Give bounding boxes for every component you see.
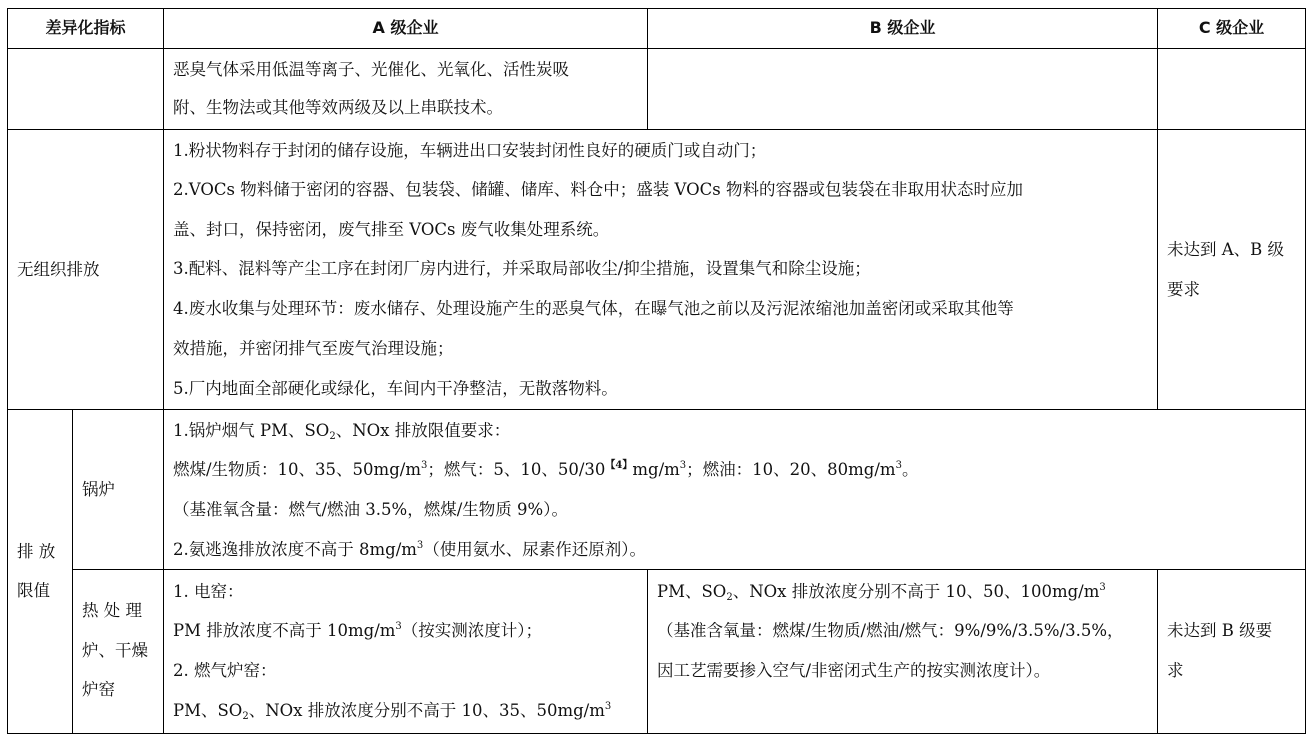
fugitive-item-2: 2.VOCs 物料储于密闭的容器、包装袋、储罐、储库、料仓中；盛装 VOCs 物料的容器或包装袋在非取用状态时应加 (173, 180, 1023, 199)
fugitive-item-4: 4.废水收集与处理环节：废水储存、处理设施产生的恶臭气体，在曝气池之前以及污泥浓缩池加盖密闭或采取其他等 (173, 299, 1014, 318)
header-grade-b: B 级企业 (869, 18, 936, 37)
fugitive-grade-c-line2: 要求 (1167, 280, 1200, 299)
fugitive-item-5: 5.厂内地面全部硬化或绿化，车间内干净整洁，无散落物料。 (173, 379, 618, 398)
limits-label-line1: 排 放 (17, 542, 56, 561)
boiler-label: 锅炉 (82, 480, 115, 499)
furnace-grade-a-item-2: 2. 燃气炉窑： (173, 661, 277, 680)
odor-grade-a-line1: 恶臭气体采用低温等离子、光催化、光氧化、活性炭吸 (173, 60, 569, 79)
fugitive-item-4-cont: 效措施，并密闭排气至废气治理设施； (173, 339, 454, 358)
fugitive-grade-c-line1: 未达到 A、B 级 (1167, 240, 1285, 259)
header-indicator: 差异化指标 (45, 18, 126, 37)
furnace-grade-c-line1: 未达到 B 级要 (1167, 621, 1273, 640)
furnace-grade-b-oxygen: （基准含氧量：燃煤/生物质/燃油/燃气：9%/9%/3.5%/3.5%， (657, 621, 1124, 640)
furnace-grade-a-item-1: 1. 电窑： (173, 582, 244, 601)
furnace-grade-b-limits: PM、$SO_2$、NOx 排放浓度分别不高于 10、50、$100mg/m^3$ (657, 582, 1106, 603)
furnace-grade-b-note: 因工艺需要掺入空气/非密闭式生产的按实测浓度计）。 (657, 661, 1051, 680)
odor-grade-a-line2: 附、生物法或其他等效两级及以上串联技术。 (173, 98, 503, 117)
boiler-oxygen-reference: （基准氧含量：燃气/燃油 3.5%，燃煤/生物质 9%）。 (173, 500, 568, 519)
fugitive-item-3: 3.配料、混料等产尘工序在封闭厂房内进行，并采取局部收尘/抑尘措施，设置集气和除尘设施； (173, 259, 871, 278)
furnace-label-line3: 炉窑 (82, 680, 115, 699)
furnace-label-line1: 热 处 理 (82, 601, 142, 620)
reference-note: 【4】 (605, 460, 633, 471)
fugitive-item-2-cont: 盖、封口，保持密闭，废气排至 VOCs 废气收集处理系统。 (173, 220, 610, 239)
furnace-grade-a-electric: PM 排放浓度不高于 $10mg/m^3$（按实测浓度计）； (173, 621, 543, 640)
boiler-item-2: 2.氨逃逸排放浓度不高于 $8mg/m^3$（使用氨水、尿素作还原剂）。 (173, 540, 647, 559)
fugitive-item-1: 1.粉状物料存于封闭的储存设施，车辆进出口安装封闭性良好的硬质门或自动门； (173, 141, 767, 160)
header-grade-c: C 级企业 (1198, 18, 1265, 37)
furnace-label-line2: 炉、干燥 (82, 641, 148, 660)
furnace-grade-a-gas: PM、$SO_2$、NOx 排放浓度分别不高于 10、35、$50mg/m^3$ (173, 701, 612, 722)
boiler-item-1-limits: 燃煤/生物质：10、35、$50mg/m^3$；燃气：5、10、$50/30^{【4】}mg/m^3$；燃油：10、20、$80mg/m^3$。 (173, 460, 919, 479)
fugitive-label: 无组织排放 (17, 260, 100, 279)
boiler-item-1: 1.锅炉烟气 PM、$SO_2$、NOx 排放限值要求： (173, 421, 511, 442)
furnace-grade-c-line2: 求 (1167, 661, 1184, 680)
limits-label-line2: 限值 (17, 581, 50, 600)
header-grade-a: A 级企业 (372, 18, 439, 37)
